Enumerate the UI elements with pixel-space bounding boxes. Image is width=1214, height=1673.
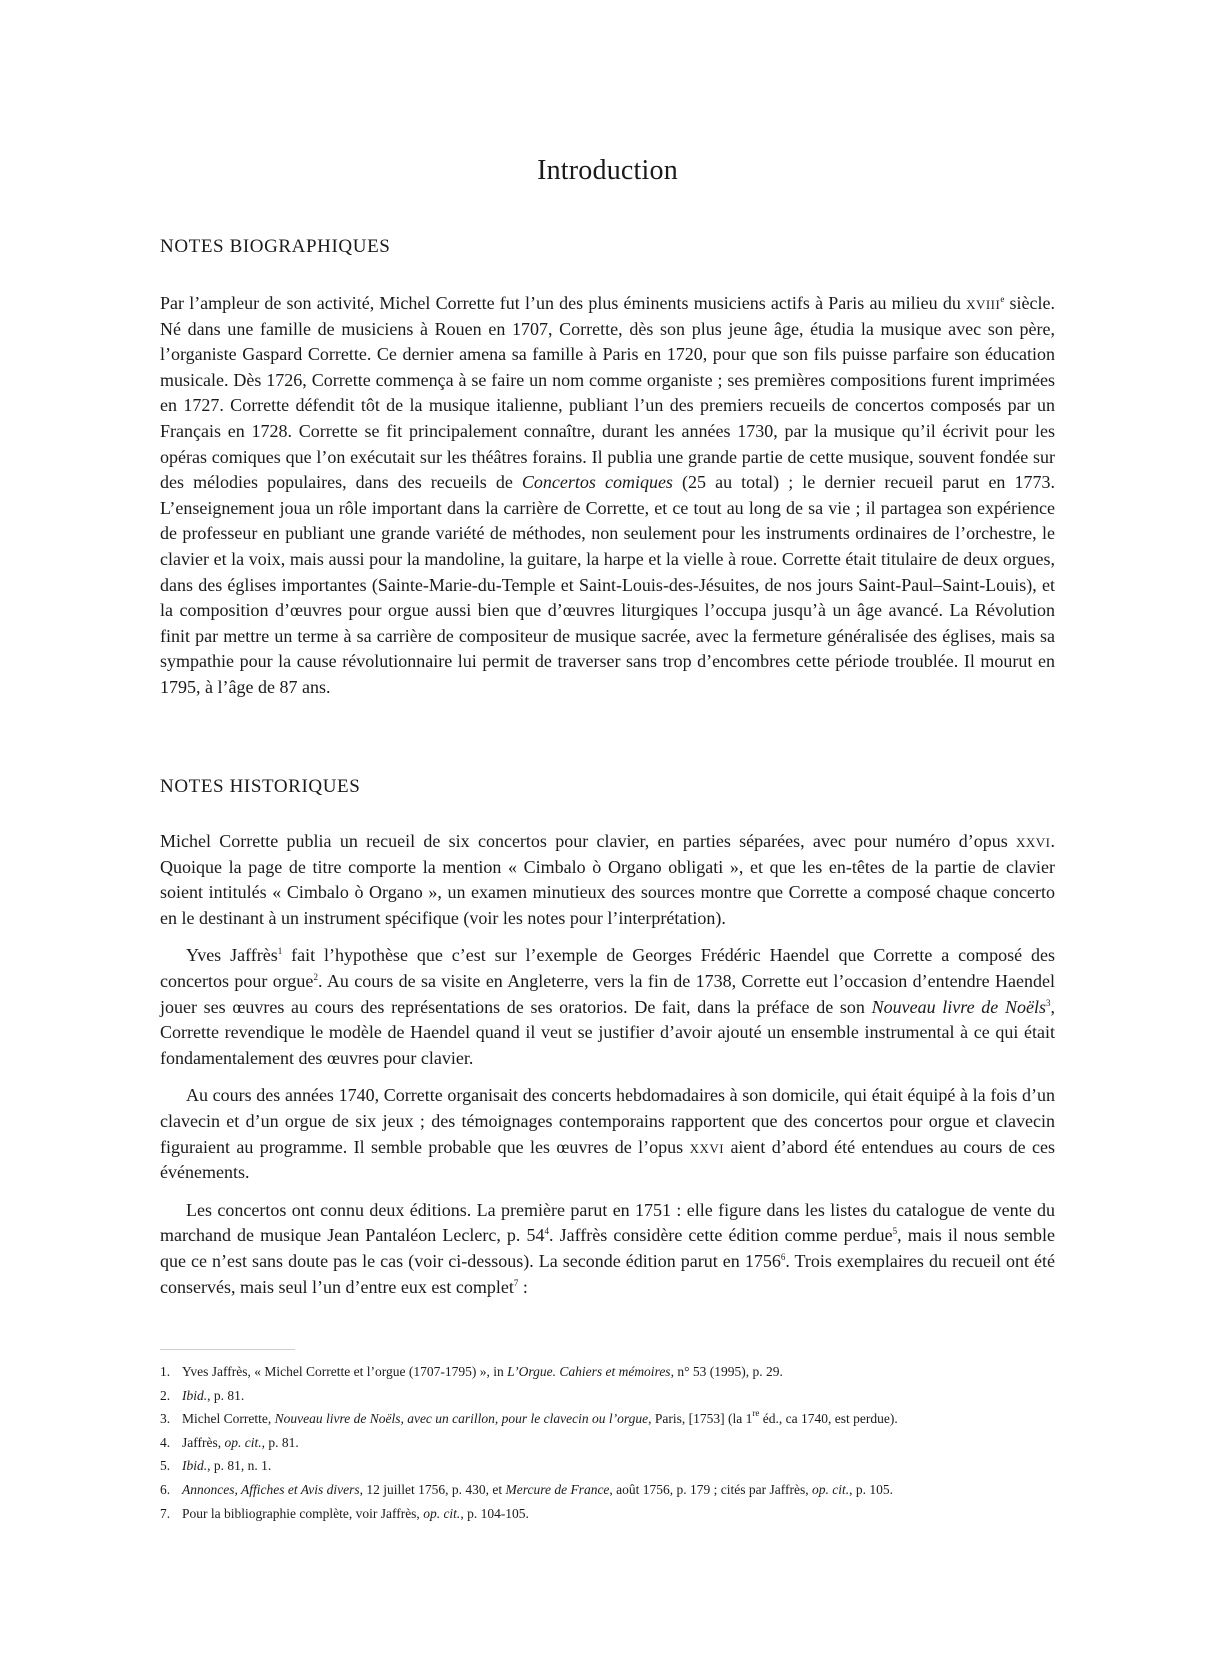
text: , p. 81, n. 1. — [207, 1458, 272, 1474]
italic-title: Nouveau livre de Noëls, avec un carillon, pour le clavecin ou l’orgue — [274, 1411, 649, 1427]
italic-title: Annonces, Affiches et Avis divers — [182, 1481, 360, 1497]
century-numeral: xviii — [966, 293, 1001, 313]
text: , Paris, [1753] (la 1 — [648, 1411, 753, 1427]
footnote-1 — [160, 1360, 1055, 1384]
italic-title: op. cit. — [812, 1481, 850, 1497]
italic-title: L’Orgue. Cahiers et mémoires — [507, 1364, 671, 1379]
footnote-number: 4. — [160, 1434, 171, 1450]
footnote-number: 7. — [160, 1505, 171, 1521]
footnote-text — [182, 1360, 1055, 1384]
bio-text-3: (25 au total) ; le dernier recueil parut en 1773. L’enseignement joua un rôle important dans la carrière de Corrette, et ce tout au long de sa vie ; il partagea son expérience de professeur en publiant une grande variété de méthodes, non seulement pour les instruments ordinaires de l’orchestre, le clavier et la voix, mais aussi pour la mandoline, la guitare, la harpe et la vielle à roue. Corrette était titulaire de deux orgues, dans des églises importantes (Sainte-Marie-du-Temple et Saint-Louis-des-Jésuites, de nos jours Saint-Paul–Saint-Louis), et la composition d’œuvres pour orgue aussi bien que d’œuvres liturgiques l’occupa jusqu’à un âge avancé. La Révolution finit par mettre un terme à sa carrière de compositeur de musique sacrée, avec la fermeture généralisée des églises, mais sa sympathie pour la cause révolutionnaire lui permit de traverser sans trop d’encombres cette période troublée. Il mourut en 1795, à l’âge de 87 ans. — [160, 472, 1056, 697]
text: , p. 104-105. — [460, 1505, 529, 1521]
footnote-ref-1[interactable]: 1 — [277, 946, 283, 957]
footnote-text — [182, 1431, 1055, 1455]
text: Michel Corrette, — [182, 1411, 275, 1427]
footnote-ref-5[interactable]: 5 — [892, 1226, 898, 1237]
italic-title: op. cit. — [423, 1505, 461, 1521]
text: , p. 105. — [849, 1481, 894, 1497]
text: Pour la bibliographie complète, voir Jaffrès, — [182, 1505, 424, 1521]
footnote-number: 1. — [160, 1364, 171, 1379]
page-title: Introduction — [537, 155, 678, 186]
footnote-ref-2[interactable]: 2 — [313, 971, 318, 982]
footnote-number: 5. — [160, 1458, 171, 1474]
footnote-6 — [160, 1478, 1055, 1502]
footnote-text — [182, 1478, 1055, 1502]
history-paragraph-3 — [160, 1083, 1055, 1185]
italic-title: Ibid. — [182, 1458, 208, 1474]
footnote-text — [182, 1454, 1055, 1478]
footnote-number: 6. — [160, 1481, 171, 1497]
text: Au cours des années 1740, Corrette organisait des concerts hebdomadaires à son domicile, qui était équipé à la fois d’un clavecin et d’un orgue de six jeux ; des témoignages contemporains rapportent que des concertos pour orgue et clavecin figuraient au programme. Il semble probable que les œuvres de l’opus — [160, 1085, 1055, 1157]
text: . Au cours de sa visite en Angleterre, vers la fin de 1738, Corrette eut l’occasion d’entendre Haendel jouer ses œuvres au cours des représentations de ses oratorios. De fait, dans la préface de son — [160, 970, 1056, 1017]
history-paragraph-4 — [160, 1198, 1055, 1300]
bio-text-1: Par l’ampleur de son activité, Michel Corrette fut l’un des plus éminents musiciens actifs à Paris au milieu du — [160, 293, 967, 313]
text: : — [518, 1276, 528, 1297]
footnote-ref-3[interactable]: 3 — [1046, 997, 1051, 1008]
footnote-3 — [160, 1407, 1055, 1431]
section-heading-biographiques: NOTES BIOGRAPHIQUES — [160, 236, 391, 257]
text: , p. 81. — [261, 1434, 299, 1450]
italic-title: op. cit. — [224, 1434, 262, 1450]
footnote-text — [182, 1384, 1055, 1408]
footnote-number: 3. — [160, 1411, 171, 1427]
text: , n° 53 (1995), p. 29. — [670, 1364, 783, 1379]
century-superscript: e — [1000, 294, 1005, 304]
opus-numeral: xxvi — [689, 1136, 725, 1157]
italic-title: Ibid. — [182, 1387, 208, 1403]
footnote-5 — [160, 1454, 1055, 1478]
footnote-ref-6[interactable]: 6 — [780, 1251, 786, 1262]
history-section — [160, 829, 1055, 1312]
text: fait l’hypothèse que c’est sur l’exemple de Georges Frédéric Haendel que Corrette a composé des concertos pour orgue — [160, 945, 1055, 991]
footnote-text — [182, 1407, 1055, 1431]
text: , p. 81. — [207, 1387, 245, 1403]
text: Michel Corrette publia un recueil de six concertos pour clavier, en parties séparées, avec pour numéro d’opus — [160, 831, 1016, 851]
text: Les concertos ont connu deux éditions. La première parut en 1751 : elle figure dans les listes du catalogue de vente du marchand de musique Jean Pantaléon Leclerc, p. 54 — [160, 1199, 1055, 1246]
section-heading-historiques: NOTES HISTORIQUES — [160, 776, 361, 797]
text: , août 1756, p. 179 ; cités par Jaffrès, — [609, 1481, 813, 1497]
footnote-7 — [160, 1502, 1055, 1526]
bio-text-2: siècle. Né dans une famille de musiciens à Rouen en 1707, Corrette, dès son plus jeune âge, étudia la musique avec son père, l’organiste Gaspard Corrette. Ce dernier amena sa famille à Paris en 1720, pour que son fils puisse parfaire son éducation musicale. Dès 1726, Corrette commença à se faire un nom comme organiste ; ses premières compositions furent imprimées en 1727. Corrette défendit tôt de la musique italienne, publiant l’un des premiers recueils de concertos composés par un Français en 1728. Corrette se fit principalement connaître, durant les années 1730, par la musique qu’il écrivit pour les opéras comiques que l’on exécutait sur les théâtres forains. Il publia une grande partie de cette musique, souvent fondée sur des mélodies populaires, dans des recueils de — [160, 293, 1055, 493]
history-paragraph-1 — [160, 829, 1055, 931]
footnote-ref-4[interactable]: 4 — [544, 1226, 550, 1237]
opus-numeral: xxvi — [1016, 831, 1051, 851]
italic-title: Mercure de France — [505, 1481, 610, 1497]
text: . Quoique la page de titre comporte la mention « Cimbalo ò Organo obligati », et que les en-têtes de la partie de clavier soient intitulés « Cimbalo ò Organo », un examen minutieux des sources montre que Corrette a composé chaque concerto en le destinant à un instrument spécifique (voir les notes pour l’interprétation). — [160, 831, 1055, 928]
text: Jaffrès, — [182, 1434, 225, 1450]
footnote-number: 2. — [160, 1387, 171, 1403]
text: , 12 juillet 1756, p. 430, et — [359, 1481, 506, 1497]
biography-paragraph — [160, 291, 1055, 701]
footnote-divider — [160, 1349, 295, 1350]
history-paragraph-2 — [160, 943, 1055, 1071]
text: Yves Jaffrès — [186, 945, 278, 966]
text: aient d’abord été entendues au cours de ces événements. — [160, 1136, 1055, 1183]
concertos-comiques-title: Concertos comiques — [521, 472, 673, 493]
text: . Trois exemplaires du recueil ont été conservés, mais seul l’un d’entre eux est complet — [160, 1250, 1055, 1297]
footnote-ref-7[interactable]: 7 — [513, 1277, 519, 1288]
footnote-text — [182, 1502, 1055, 1526]
text: , Corrette revendique le modèle de Haendel quand il veut se justifier d’avoir ajouté un ensemble instrumental à ce qui était fondamentalement des œuvres pour clavier. — [160, 996, 1055, 1068]
nouveau-livre-title: Nouveau livre de Noëls — [871, 996, 1046, 1017]
footnote-4 — [160, 1431, 1055, 1455]
text: Yves Jaffrès, « Michel Corrette et l’orgue (1707-1795) », in — [182, 1364, 508, 1379]
superscript: re — [752, 1408, 760, 1419]
text: . Jaffrès considère cette édition comme perdue — [549, 1225, 893, 1246]
footnotes — [160, 1360, 1055, 1525]
text: , mais il nous semble que ce n’est sans doute pas le cas (voir ci-dessous). La seconde édition parut en 1756 — [160, 1225, 1056, 1271]
footnote-2 — [160, 1384, 1055, 1408]
text: éd., ca 1740, est perdue). — [759, 1411, 898, 1427]
